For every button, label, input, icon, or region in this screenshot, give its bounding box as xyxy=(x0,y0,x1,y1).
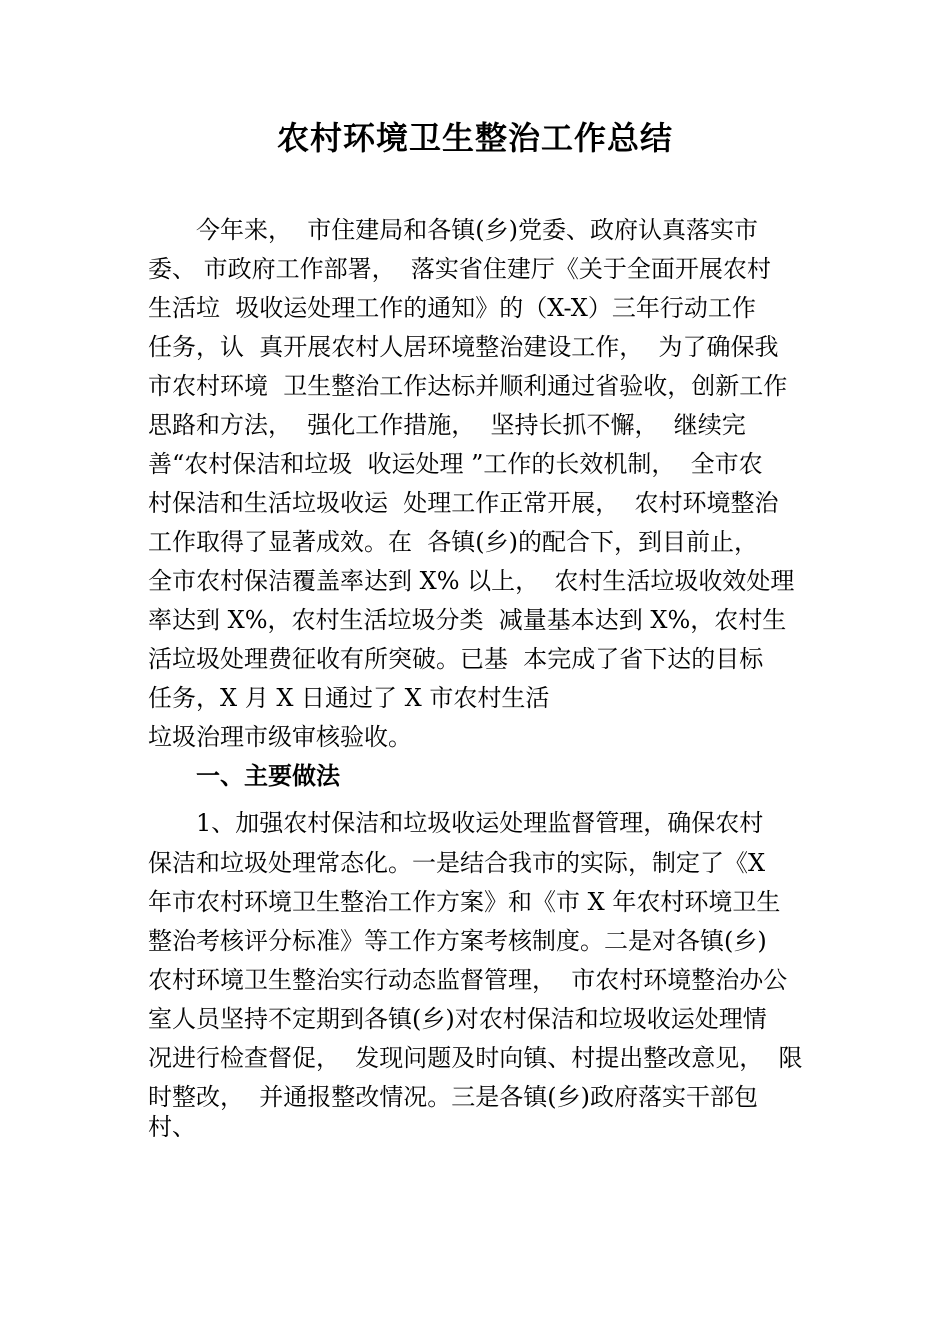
text-line: 活垃圾处理费征收有所突破。已基 本完成了省下达的目标 xyxy=(148,645,764,673)
text-line: 工作取得了显著成效。在 各镇(乡)的配合下，到目前止， xyxy=(148,528,758,556)
text-line: 全市农村保洁覆盖率达到 X% 以上， 农村生活垃圾收效处理 xyxy=(148,567,795,595)
text-line: 1、加强农村保洁和垃圾收运处理监督管理，确保农村 xyxy=(196,809,764,837)
document-title: 农村环境卫生整治工作总结 xyxy=(276,119,673,157)
text-line: 任务，X 月 X 日通过了 X 市农村生活 xyxy=(148,684,550,712)
text-line: 思路和方法， 强化工作措施， 坚持长抓不懈， 继续完 xyxy=(148,411,746,439)
text-line: 时整改， 并通报整改情况。三是各镇(乡)政府落实干部包 xyxy=(148,1083,758,1111)
text-line: 农村环境卫生整治实行动态监督管理， 市农村环境整治办公 xyxy=(148,966,788,994)
text-line: 委、 市政府工作部署， 落实省住建厅《关于全面开展农村 xyxy=(148,255,771,283)
text-line: 率达到 X%，农村生活垃圾分类 减量基本达到 X%，农村生 xyxy=(148,606,787,634)
text-line: 垃圾治理市级审核验收。 xyxy=(148,723,412,751)
text-line: 保洁和垃圾处理常态化。一是结合我市的实际，制定了《X xyxy=(148,849,766,877)
text-line: 生活垃 圾收运处理工作的通知》的（X-X）三年行动工作 xyxy=(148,294,756,322)
text-line: 村保洁和生活垃圾收运 处理工作正常开展， 农村环境整治 xyxy=(148,489,779,517)
text-line: 善“农村保洁和垃圾 收运处理 ”工作的长效机制， 全市农 xyxy=(148,450,763,478)
text-line: 室人员坚持不定期到各镇(乡)对农村保洁和垃圾收运处理情 xyxy=(148,1005,767,1033)
text-line: 整治考核评分标准》等工作方案考核制度。二是对各镇(乡) xyxy=(148,927,767,955)
text-line: 村、 xyxy=(148,1113,196,1141)
text-line: 况进行检查督促， 发现问题及时向镇、村提出整改意见， 限 xyxy=(148,1044,803,1072)
text-line: 任务，认 真开展农村人居环境整治建设工作， 为了确保我 xyxy=(148,333,779,361)
text-line: 年市农村环境卫生整治工作方案》和《市 X 年农村环境卫生 xyxy=(148,888,781,916)
section-heading: 一、主要做法 xyxy=(196,762,340,790)
text-line: 市农村环境 卫生整治工作达标并顺利通过省验收，创新工作 xyxy=(148,372,788,400)
text-line: 今年来， 市住建局和各镇(乡)党委、政府认真落实市 xyxy=(196,216,758,244)
